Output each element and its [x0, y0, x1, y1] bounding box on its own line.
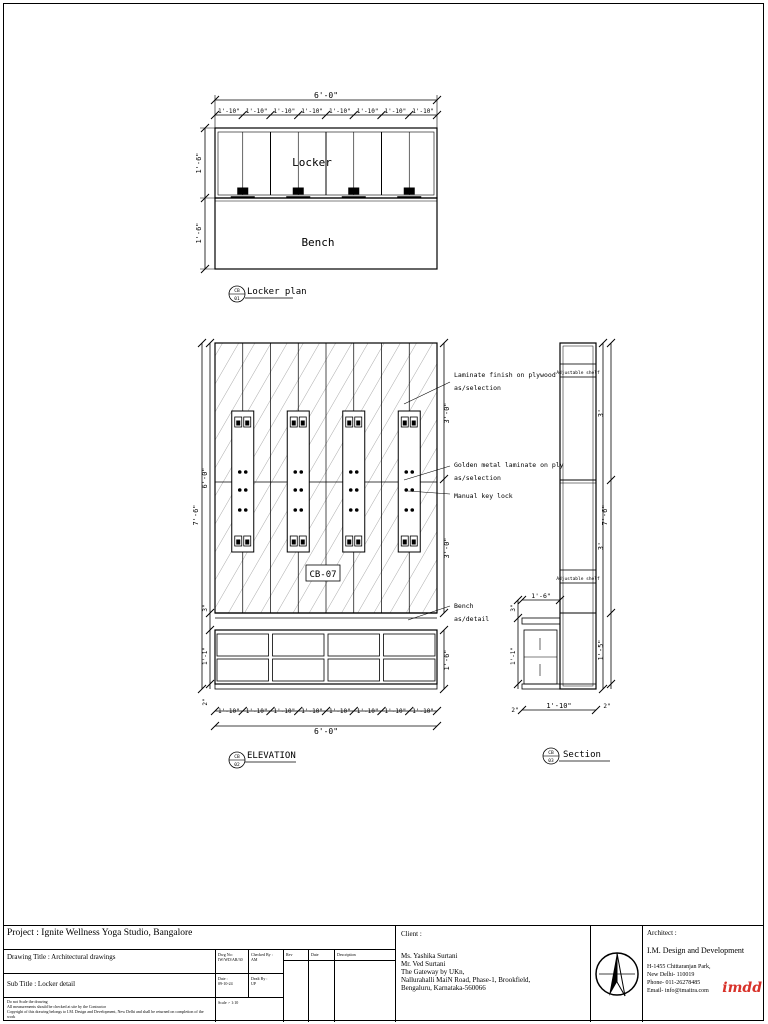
plan-bench-label: Bench — [301, 236, 335, 249]
svg-text:01: 01 — [234, 297, 240, 302]
elevation-bay-dim: 1'-10" — [329, 708, 351, 715]
dwg-no: IW/WD/AR/30 — [218, 957, 243, 962]
locker-lock-panel — [287, 411, 309, 552]
section-dim-d: 2" — [603, 703, 611, 710]
dwg-no-cell: Dwg No: IW/WD/AR/30 — [216, 950, 249, 974]
elevation-base: 2" — [202, 698, 209, 706]
elevation-bay-dim: 1'-10" — [218, 708, 240, 715]
north-arrow-icon — [591, 926, 643, 1022]
elevation — [198, 339, 450, 730]
sub-title-cell — [4, 974, 216, 998]
svg-text:03: 03 — [548, 759, 554, 764]
plan-locker-label: Locker — [292, 156, 332, 169]
bench-drawer — [273, 634, 325, 656]
plan-bay-dim: 1'-10" — [245, 108, 268, 115]
section-height-total: 7'-6" — [601, 504, 609, 526]
plan-lock-icon — [293, 188, 303, 194]
elevation-bay-dim: 1'-10" — [273, 708, 296, 715]
section-base: 2" — [511, 707, 519, 714]
plan-bay-dim: 1'-10" — [384, 108, 407, 115]
plan-lock-icon — [349, 188, 359, 194]
rev-date-column: Date — [309, 950, 335, 1022]
section-shelf-bottom: Adjustable shelf — [556, 577, 600, 582]
sub-title: Sub Title : Locker detail — [7, 980, 76, 988]
note-line-2: All measurements should be checked at site by the Contractor — [7, 1004, 106, 1009]
scale: Scale :- 1:10 — [218, 1000, 239, 1005]
scale-cell — [216, 998, 284, 1022]
elevation-height-mid-a: 3'-0" — [443, 402, 451, 424]
plan-bay-dim: 1'-10" — [329, 108, 351, 115]
elevation-bay-dim: 1'-10" — [356, 708, 379, 715]
project-cell — [4, 926, 396, 950]
date-cell: Date : 09-10-24 — [216, 974, 249, 998]
svg-text:CB: CB — [234, 289, 240, 294]
plan-depth-upper: 1'-6" — [195, 152, 203, 174]
imdd-logo: imdd — [722, 980, 762, 996]
bench-drawer — [384, 634, 436, 656]
note-laminate-1: Laminate finish on plywood — [454, 371, 556, 379]
bench-drawer — [328, 659, 380, 681]
note-golden-2: as/selection — [454, 474, 501, 482]
plan-view-title: Locker plan — [247, 287, 307, 297]
note-line-3: Copyright of this drawing belongs to I.M. Design and Development, New Delhi and shall be returned on completion of the work — [7, 1009, 204, 1019]
dealt-by: UP — [251, 981, 257, 986]
architect-cell — [643, 926, 764, 1022]
section-dim-b: 3' — [597, 541, 605, 551]
client-line-1: Ms. Yashika Surtani — [401, 952, 458, 960]
plan-depth-lower: 1'-6" — [195, 222, 203, 244]
plan-overall-dim: 6'-0" — [313, 91, 339, 100]
svg-text:CB: CB — [548, 751, 554, 756]
bench-drawer — [384, 659, 436, 681]
plan-bay-dim: 1'-10" — [218, 108, 240, 115]
elevation-bay-dim: 1'-10" — [301, 708, 323, 715]
architect-line-3: Phone- 011-26278485 — [647, 980, 701, 986]
section-dim-c: 1'-5" — [597, 639, 605, 661]
section-bench-depth: 1'-6" — [531, 592, 551, 600]
elevation-height-mid-b: 3'-0" — [443, 537, 451, 559]
svg-text:02: 02 — [234, 763, 240, 768]
client-label: Client : — [401, 930, 422, 938]
bench-drawer — [217, 634, 269, 656]
section-left-a: 3" — [510, 604, 517, 612]
note-bench-2: as/detail — [454, 615, 490, 623]
svg-text:CB: CB — [234, 755, 240, 760]
client-line-2: Mr. Ved Surtani — [401, 960, 446, 968]
note-line-1: Do not Scale the drawing — [7, 999, 48, 1004]
elevation-bay-dim: 1'-10" — [245, 708, 268, 715]
notes-cell — [4, 998, 216, 1022]
dealt-by-cell: Dealt By : UP — [249, 974, 284, 998]
elevation-bay-dim: 1'-10" — [412, 708, 434, 715]
locker-lock-panel — [398, 411, 420, 552]
section-view-title: Section — [563, 750, 601, 760]
architect-line-1: H-1455 Chittaranjan Park, — [647, 964, 711, 970]
bench-drawer — [217, 659, 269, 681]
note-golden-1: Golden metal laminate on ply — [454, 461, 564, 469]
plan-bay-dim: 1'-10" — [273, 108, 296, 115]
locker-lock-panel — [343, 411, 365, 552]
section-left-b: 1'-1" — [510, 646, 517, 666]
architect-line-2: New Delhi- 110019 — [647, 972, 695, 978]
north-arrow-cell — [591, 926, 643, 1022]
client-cell — [396, 926, 591, 1022]
client-line-5: Bengaluru, Karnataka-560066 — [401, 984, 486, 992]
note-bench-1: Bench — [454, 602, 474, 610]
plan-bay-dim: 1'-10" — [412, 108, 434, 115]
elevation-bay-dim: 1'-10" — [384, 708, 407, 715]
note-laminate-2: as/selection — [454, 384, 501, 392]
description-column: Description — [335, 950, 396, 1022]
elevation-bench-top: 3" — [202, 604, 209, 612]
checked-by: AM — [251, 957, 258, 962]
checked-by-cell: Checked By : AM — [249, 950, 284, 974]
architect-label: Architect : — [647, 929, 677, 937]
plan-lock-icon — [404, 188, 414, 194]
rev-column: Rev — [284, 950, 309, 1022]
bench-drawer — [328, 634, 380, 656]
elevation-height-upper: 6'-0" — [201, 467, 209, 489]
plan-bay-dim: 1'-10" — [356, 108, 379, 115]
project-name: Project : Ignite Wellness Yoga Studio, Bangalore — [7, 928, 193, 938]
architect-line-4: Email- info@imaitra.com — [647, 988, 709, 994]
section-shelf-top: Adjustable shelf — [556, 371, 600, 376]
title-block — [4, 925, 764, 1022]
elevation-view-title: ELEVATION — [247, 751, 296, 761]
client-line-4: Nallurahalli MaiN Road, Phase-1, Brookfield, — [401, 976, 531, 984]
note-key-lock: Manual key lock — [454, 492, 513, 500]
drawing-title-cell — [4, 950, 216, 974]
client-line-3: The Gateway by UKn, — [401, 968, 465, 976]
rev-header-divider — [284, 960, 396, 961]
locker-lock-panel — [232, 411, 254, 552]
elevation-overall-dim: 6'-0" — [313, 727, 339, 736]
elevation-base-dim-right: 1'-6" — [443, 649, 451, 671]
elevation-tag: CB-07 — [309, 570, 337, 580]
architect-name: I.M. Design and Development — [647, 946, 745, 955]
plan-lock-icon — [238, 188, 248, 194]
elevation-height-total: 7'-6" — [192, 504, 200, 526]
section-depth: 1'-10" — [546, 702, 572, 710]
bench-drawer — [273, 659, 325, 681]
drawing-title: Drawing Title : Architectural drawings — [7, 953, 116, 961]
plan-bay-dim: 1'-10" — [301, 108, 323, 115]
elevation-bench-height: 1'-1" — [202, 646, 209, 666]
issue-date: 09-10-24 — [218, 981, 233, 986]
section-dim-a: 3' — [597, 408, 605, 418]
